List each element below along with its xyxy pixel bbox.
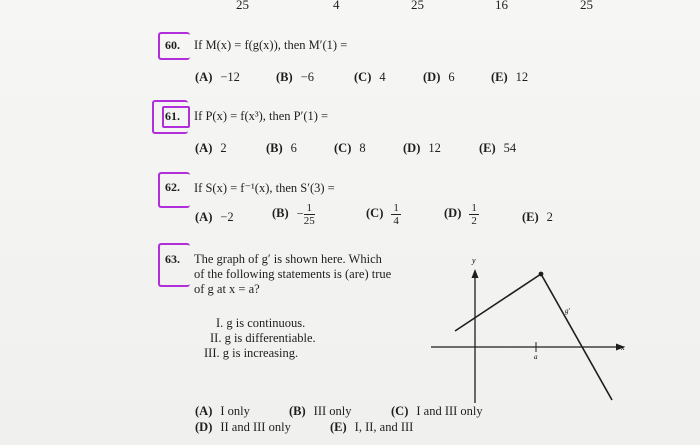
x-axis-label: x [621,343,625,352]
top-row-value: 4 [333,0,340,12]
statement: I. g is continuous. [216,316,306,330]
question-number: 62. [165,180,180,194]
top-row-value: 25 [411,0,424,12]
statement: II. g is differentiable. [210,331,316,345]
answer-choice[interactable]: (D) II and III only [195,420,291,434]
answer-choice[interactable]: (A) −12 [195,70,240,84]
answer-choice[interactable]: (E) 2 [522,210,553,224]
top-row-value: 16 [495,0,508,12]
answer-choice[interactable]: (E) 12 [491,70,529,84]
question-prompt: If S(x) = f⁻¹(x), then S′(3) = [194,181,335,195]
a-label: a [534,353,538,361]
statement: III. g is increasing. [204,346,299,360]
top-row-value: 25 [236,0,249,12]
question-number: 63. [165,252,180,266]
y-axis-arrow [472,269,479,278]
question-prompt: If P(x) = f(x³), then P′(1) = [194,109,329,123]
question-number: 60. [165,38,180,52]
answer-choice[interactable]: (D) 6 [423,70,455,84]
answer-choice[interactable]: (C) 8 [334,141,366,155]
question-prompt-line: The graph of g′ is shown here. Which [194,252,382,266]
curve-label: g′ [565,307,571,315]
answer-choice[interactable]: (E) 54 [479,141,517,155]
answer-choice[interactable]: (D) 12 [403,141,441,155]
question-prompt: If M(x) = f(g(x)), then M′(1) = [194,38,348,52]
g-prime-graph [425,255,630,405]
answer-choice[interactable]: (B) − $\frac{1}{25}$ [272,202,315,227]
answer-choice[interactable]: (C) 4 [354,70,386,84]
answer-choice[interactable]: (D) $\frac{1}{2}$ [444,202,477,227]
top-row-value: 25 [580,0,593,12]
answer-choice[interactable]: (A) I only [195,404,250,418]
question-prompt-line: of the following statements is (are) true [194,267,392,281]
answer-choice[interactable]: (E) I, II, and III [330,420,414,434]
answer-choice[interactable]: (B) III only [289,404,352,418]
y-axis-label: y [472,256,476,265]
question-number: 61. [165,109,180,123]
answer-choice[interactable]: (A) 2 [195,141,227,155]
question-prompt-line: of g at x = a? [194,282,260,296]
answer-choice[interactable]: (A) −2 [195,210,234,224]
answer-choice[interactable]: (B) −6 [276,70,314,84]
answer-choice[interactable]: (B) 6 [266,141,297,155]
g-prime-line-rising [455,274,541,331]
answer-choice[interactable]: (C) I and III only [391,404,483,418]
answer-choice[interactable]: (C) $\frac{1}{4}$ [366,202,399,227]
corner-point [539,272,544,277]
g-prime-line-falling [541,274,612,400]
